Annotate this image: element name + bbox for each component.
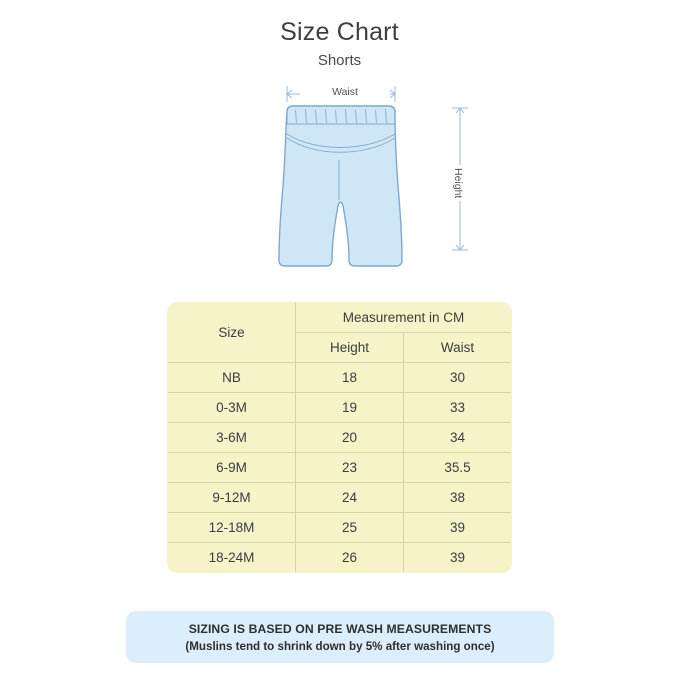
cell-waist: 30 xyxy=(404,363,512,393)
prewash-note xyxy=(126,611,554,663)
cell-height: 25 xyxy=(296,513,404,543)
cell-waist: 39 xyxy=(404,543,512,573)
cell-waist: 35.5 xyxy=(404,453,512,483)
header-height: Height xyxy=(296,333,404,363)
page-subtitle: Shorts xyxy=(317,52,362,69)
table-row xyxy=(168,483,512,513)
table-header-row-1 xyxy=(168,303,512,333)
header-measurement: Measurement in CM xyxy=(296,303,512,333)
size-table-wrapper xyxy=(167,302,511,573)
table-row xyxy=(168,453,512,483)
cell-size: 12-18M xyxy=(168,513,296,543)
cell-size: 18-24M xyxy=(168,543,296,573)
cell-size: 9-12M xyxy=(168,483,296,513)
table-row xyxy=(168,543,512,573)
cell-height: 18 xyxy=(296,363,404,393)
cell-height: 26 xyxy=(296,543,404,573)
size-table xyxy=(167,302,512,573)
cell-size: 3-6M xyxy=(168,423,296,453)
note-line-1: SIZING IS BASED ON PRE WASH MEASUREMENTS xyxy=(188,621,492,636)
header-size: Size xyxy=(168,303,296,363)
cell-waist: 38 xyxy=(404,483,512,513)
cell-waist: 34 xyxy=(404,423,512,453)
page-title: Size Chart xyxy=(280,18,399,46)
cell-height: 20 xyxy=(296,423,404,453)
table-row xyxy=(168,513,512,543)
cell-size: 6-9M xyxy=(168,453,296,483)
waist-label: Waist xyxy=(300,86,390,98)
table-row xyxy=(168,363,512,393)
table-row xyxy=(168,393,512,423)
table-row xyxy=(168,423,512,453)
height-label: Height xyxy=(452,165,464,201)
cell-height: 24 xyxy=(296,483,404,513)
cell-size: NB xyxy=(168,363,296,393)
cell-size: 0-3M xyxy=(168,393,296,423)
cell-waist: 39 xyxy=(404,513,512,543)
note-line-2: (Muslins tend to shrink down by 5% after washing once) xyxy=(185,639,495,653)
cell-waist: 33 xyxy=(404,393,512,423)
cell-height: 19 xyxy=(296,393,404,423)
cell-height: 23 xyxy=(296,453,404,483)
header-waist: Waist xyxy=(404,333,512,363)
shorts-shape xyxy=(279,106,402,266)
